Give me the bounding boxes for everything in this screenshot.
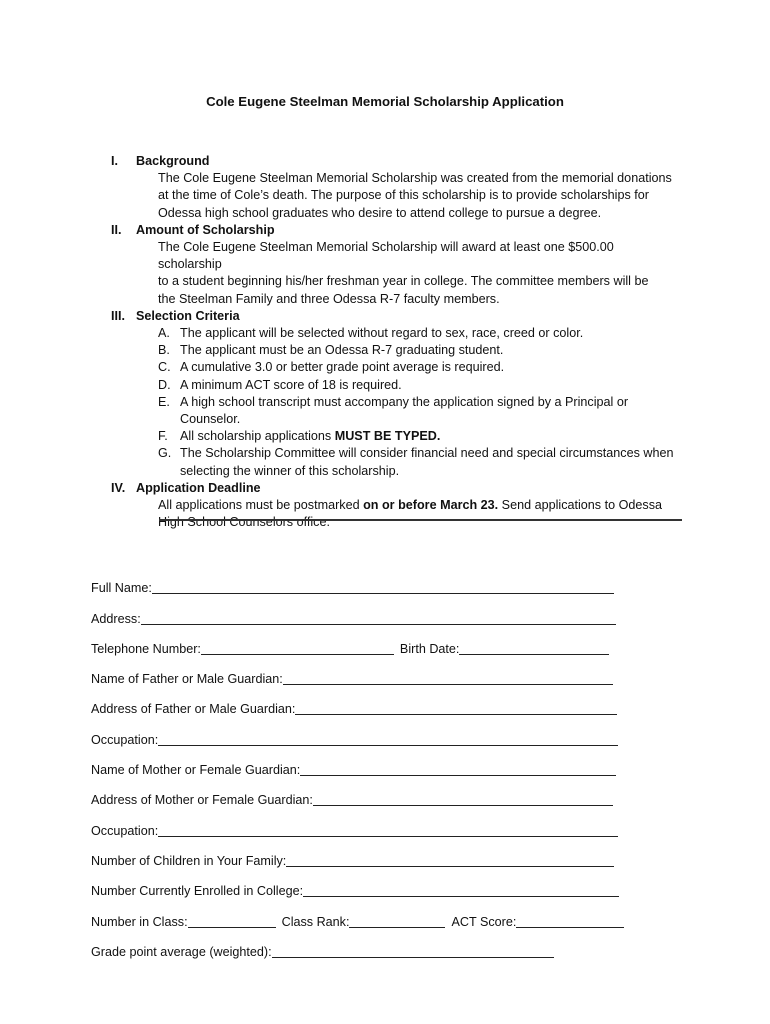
- criteria-letter: G.: [158, 446, 172, 461]
- criteria-emphasis: MUST BE TYPED.: [334, 429, 441, 444]
- section-divider: [159, 519, 682, 521]
- criteria-item: [158, 377, 678, 394]
- mother-address-label: Address of Mother or Female Guardian:: [91, 793, 313, 808]
- gpa-label: Grade point average (weighted):: [91, 944, 272, 959]
- form-row-class-info: [91, 899, 631, 929]
- form-row-father-address: [91, 687, 631, 717]
- father-occupation-field[interactable]: [158, 733, 618, 746]
- section-number: II.: [111, 222, 122, 237]
- paragraph-line: Odessa high school graduates who desire to attend college to pursue a degree.: [158, 205, 602, 220]
- section-number: IV.: [111, 480, 126, 495]
- address-field[interactable]: [141, 612, 616, 625]
- criteria-text: A high school transcript must accompany the application signed by a Principal or Counselor.: [180, 394, 629, 427]
- section-criteria: [111, 308, 691, 480]
- children-label: Number of Children in Your Family:: [91, 853, 287, 868]
- form-row-occupation-1: [91, 717, 631, 747]
- deadline-text-after: Send applications to Odessa: [498, 498, 663, 513]
- form-row-father-name: [91, 657, 631, 687]
- criteria-text: The Scholarship Committee will consider financial need and special circumstances when selecting the winner of this scholarship.: [180, 446, 674, 478]
- number-in-class-label: Number in Class:: [91, 914, 188, 929]
- criteria-letter: F.: [158, 429, 168, 444]
- criteria-item: [158, 428, 678, 445]
- enrolled-field[interactable]: [303, 884, 619, 897]
- form-row-mother-address: [91, 778, 631, 808]
- mother-address-field[interactable]: [313, 793, 613, 806]
- form-row-enrolled: [91, 869, 631, 899]
- form-row-gpa: [91, 930, 631, 960]
- criteria-item: [158, 445, 678, 479]
- act-score-field[interactable]: [516, 915, 624, 928]
- enrolled-label: Number Currently Enrolled in College:: [91, 884, 304, 899]
- criteria-text: All scholarship applications: [180, 429, 335, 444]
- criteria-text: A minimum ACT score of 18 is required.: [180, 377, 402, 392]
- paragraph-line: at the time of Cole’s death. The purpose of this scholarship is to provide scholarships for: [158, 188, 649, 203]
- mother-name-label: Name of Mother or Female Guardian:: [91, 763, 301, 778]
- class-rank-label: Class Rank:: [281, 914, 350, 929]
- deadline-line-2: High School Counselors office.: [158, 515, 330, 530]
- section-deadline: [111, 480, 691, 532]
- section-heading: Background: [136, 154, 210, 168]
- act-score-label: ACT Score:: [451, 914, 517, 929]
- form-row-mother-name: [91, 748, 631, 778]
- father-name-field[interactable]: [283, 672, 613, 685]
- application-form: [91, 566, 631, 960]
- form-row-children: [91, 839, 631, 869]
- class-rank-field[interactable]: [349, 915, 445, 928]
- deadline-date: on or before March 23.: [363, 498, 499, 513]
- form-row-telephone: [91, 627, 631, 657]
- document-title: Cole Eugene Steelman Memorial Scholarship Application: [206, 94, 564, 109]
- full-name-field[interactable]: [152, 581, 614, 594]
- address-label: Address:: [91, 611, 141, 626]
- form-row-address: [91, 596, 631, 626]
- criteria-text: A cumulative 3.0 or better grade point average is required.: [180, 360, 505, 375]
- info-sections: [111, 153, 691, 531]
- occupation-label: Occupation:: [91, 823, 159, 838]
- paragraph-line: The Cole Eugene Steelman Memorial Scholarship will award at least one $500.00 scholarship: [158, 240, 614, 272]
- section-amount: [111, 222, 691, 308]
- section-heading: Application Deadline: [136, 480, 261, 495]
- telephone-field[interactable]: [201, 642, 394, 655]
- birth-date-label: Birth Date:: [399, 641, 460, 656]
- amount-paragraph: [158, 239, 673, 308]
- birth-date-field[interactable]: [459, 642, 609, 655]
- children-field[interactable]: [286, 854, 614, 867]
- section-number: III.: [111, 308, 125, 323]
- criteria-text: The applicant will be selected without regard to sex, race, creed or color.: [180, 326, 584, 341]
- paragraph-line: the Steelman Family and three Odessa R-7 faculty members.: [158, 291, 500, 306]
- deadline-paragraph: [158, 497, 673, 531]
- background-paragraph: [158, 170, 673, 222]
- deadline-text: All applications must be postmarked: [158, 498, 364, 513]
- number-in-class-field[interactable]: [188, 915, 276, 928]
- paragraph-line: to a student beginning his/her freshman year in college. The committee members will be: [158, 274, 649, 289]
- criteria-item: [158, 359, 678, 376]
- criteria-letter: C.: [158, 360, 171, 375]
- full-name-label: Full Name:: [91, 581, 152, 596]
- father-address-label: Address of Father or Male Guardian:: [91, 702, 296, 717]
- criteria-item: [158, 325, 678, 342]
- criteria-list: [136, 325, 691, 480]
- mother-name-field[interactable]: [300, 763, 616, 776]
- section-background: [111, 153, 691, 222]
- section-heading: Amount of Scholarship: [136, 222, 275, 237]
- paragraph-line: The Cole Eugene Steelman Memorial Scholarship was created from the memorial donations: [158, 171, 672, 186]
- form-row-full-name: [91, 566, 631, 596]
- section-heading: Selection Criteria: [136, 308, 240, 323]
- criteria-letter: A.: [158, 326, 170, 341]
- father-address-field[interactable]: [295, 702, 617, 715]
- criteria-letter: B.: [158, 343, 170, 358]
- gpa-field[interactable]: [272, 945, 554, 958]
- mother-occupation-field[interactable]: [158, 824, 618, 837]
- occupation-label: Occupation:: [91, 732, 159, 747]
- criteria-item: [158, 394, 678, 428]
- criteria-item: [158, 342, 678, 359]
- section-number: I.: [111, 154, 118, 168]
- criteria-letter: E.: [158, 394, 170, 409]
- criteria-text: The applicant must be an Odessa R-7 graduating student.: [180, 343, 504, 358]
- father-name-label: Name of Father or Male Guardian:: [91, 672, 283, 687]
- form-row-occupation-2: [91, 808, 631, 838]
- criteria-letter: D.: [158, 377, 171, 392]
- telephone-label: Telephone Number:: [91, 641, 201, 656]
